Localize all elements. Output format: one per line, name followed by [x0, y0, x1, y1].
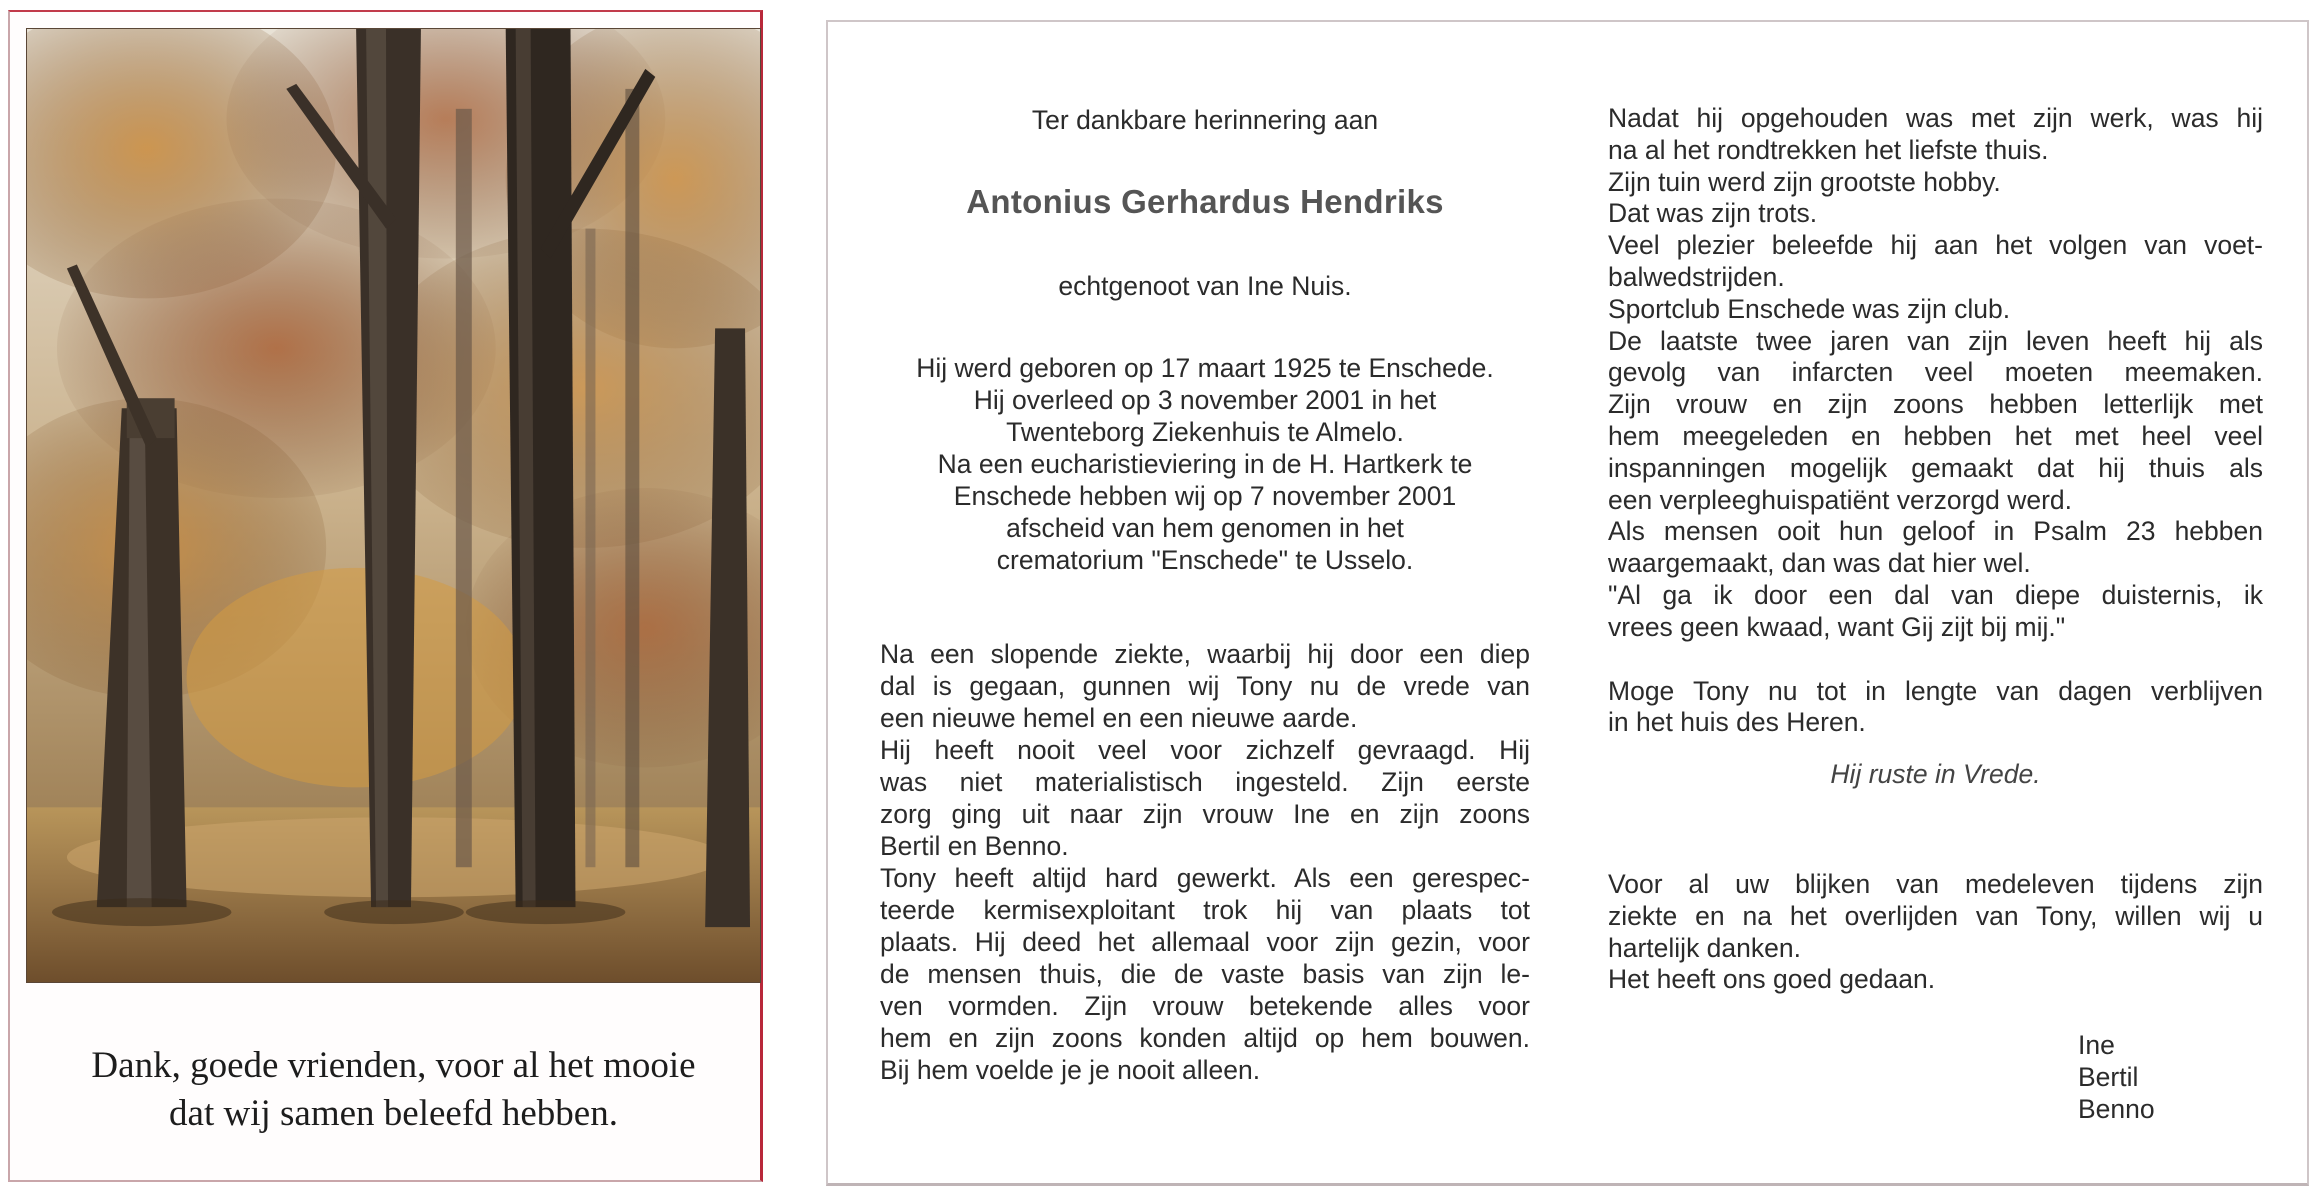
rest-in-peace: Hij ruste in Vrede.	[1830, 759, 2041, 790]
signer-name: Ine	[2078, 1030, 2115, 1061]
text-line: Dat was zijn trots.	[1608, 198, 1818, 229]
text-line: Na een slopende ziekte, waarbij hij door een diep	[880, 639, 1530, 669]
memorial-caption	[26, 1042, 761, 1138]
text-line: dal is gegaan, gunnen wij Tony nu de vrede van	[880, 671, 1530, 701]
text-line: Het heeft ons goed gedaan.	[1608, 964, 1936, 995]
text-line: Voor al uw blijken van medeleven tijdens zijn	[1608, 868, 2263, 899]
text-line: waargemaakt, dan was dat hier wel.	[1608, 548, 2031, 579]
caption-line-1: Dank, goede vrienden, voor al het mooie	[91, 1045, 696, 1086]
text-line: de mensen thuis, die de vaste basis van zijn le-	[880, 959, 1530, 989]
bio-line: crematorium "Enschede" te Usselo.	[996, 545, 1414, 575]
spouse-line: echtgenoot van Ine Nuis.	[1058, 271, 1352, 301]
text-line: Nadat hij opgehouden was met zijn werk, was hij	[1608, 103, 2263, 133]
bio-line: Twenteborg Ziekenhuis te Almelo.	[1006, 417, 1404, 447]
signer-name: Benno	[2078, 1093, 2155, 1124]
text-line: De laatste twee jaren van zijn leven heeft hij als	[1608, 325, 2263, 356]
text-line: teerde kermisexploitant trok hij van plaats tot	[880, 895, 1530, 925]
text-line: vrees geen kwaad, want Gij zijt bij mij."	[1608, 611, 2066, 642]
text-line: hartelijk danken.	[1608, 932, 1801, 963]
deceased-name: Antonius Gerhardus Hendriks	[966, 183, 1444, 220]
text-line: Veel plezier beleefde hij aan het volgen van voet-	[1608, 230, 2263, 261]
text-line: Tony heeft altijd hard gewerkt. Als een gerespec-	[880, 863, 1530, 893]
text-line: Zijn vrouw en zijn zoons hebben letterlijk met	[1608, 389, 2263, 420]
signer-name: Bertil	[2078, 1061, 2139, 1092]
text-line: Sportclub Enschede was zijn club.	[1608, 293, 2011, 324]
bio-line: afscheid van hem genomen in het	[1006, 513, 1404, 543]
text-line: ven vormden. Zijn vrouw betekende alles voor	[880, 991, 1530, 1021]
text-line: "Al ga ik door een dal van diepe duisternis, ik	[1608, 579, 2263, 610]
left-card	[8, 10, 763, 1182]
text-line: Moge Tony nu tot in lengte van dagen verblijven	[1608, 675, 2263, 706]
text-line: hem en zijn zoons konden altijd op hem bouwen.	[880, 1023, 1530, 1053]
text-line: gevolg van infarcten veel moeten meemaken.	[1608, 357, 2263, 388]
text-line: plaats. Hij deed het allemaal voor zijn gezin, voor	[880, 927, 1530, 957]
bio-line: Hij overleed op 3 november 2001 in het	[973, 385, 1437, 415]
text-line: Bertil en Benno.	[880, 831, 1069, 861]
signers-block	[2078, 1030, 2263, 1125]
text-line: na al het rondtrekken het liefste thuis.	[1608, 134, 2049, 165]
text-line: hem meegeleden en hebben het met heel veel	[1608, 420, 2263, 451]
life-story-block	[1608, 103, 2263, 644]
text-line: zorg ging uit naar zijn vrouw Ine en zijn zoons	[880, 799, 1530, 829]
bio-block	[880, 352, 1530, 576]
text-line: Als mensen ooit hun geloof in Psalm 23 hebben	[1608, 516, 2263, 547]
right-column	[1608, 103, 2263, 1126]
caption-line-2: dat wij samen beleefd hebben.	[169, 1093, 618, 1134]
text-line: Hij heeft nooit veel voor zichzelf gevraagd. Hij	[880, 735, 1530, 765]
text-line: inspanningen mogelijk gemaakt dat hij thuis als	[1608, 452, 2263, 483]
text-line: Zijn tuin werd zijn grootste hobby.	[1608, 166, 2001, 197]
bio-line: Na een eucharistieviering in de H. Hartkerk te	[937, 449, 1473, 479]
text-line: ziekte en na het overlijden van Tony, willen wij u	[1608, 900, 2263, 931]
text-line: in het huis des Heren.	[1608, 707, 1866, 738]
bio-line: Enschede hebben wij op 7 november 2001	[953, 481, 1457, 511]
text-line: een nieuwe hemel en een nieuwe aarde.	[880, 703, 1358, 733]
intro-text: Ter dankbare herinnering aan	[1031, 105, 1379, 135]
forest-photo	[26, 28, 761, 983]
text-line: was niet materialistisch ingesteld. Zijn eerste	[880, 767, 1530, 797]
thanks-block	[1608, 869, 2263, 996]
text-line: een verpleeghuispatiënt verzorgd werd.	[1608, 484, 2073, 515]
forest-illustration	[27, 29, 760, 982]
closing-block	[1608, 676, 2263, 740]
bio-line: Hij werd geboren op 17 maart 1925 te Enschede.	[916, 353, 1494, 383]
story-block	[880, 638, 1530, 1086]
middle-column	[880, 100, 1530, 1086]
text-line: Bij hem voelde je je nooit alleen.	[880, 1055, 1261, 1085]
text-line: balwedstrijden.	[1608, 261, 1785, 292]
